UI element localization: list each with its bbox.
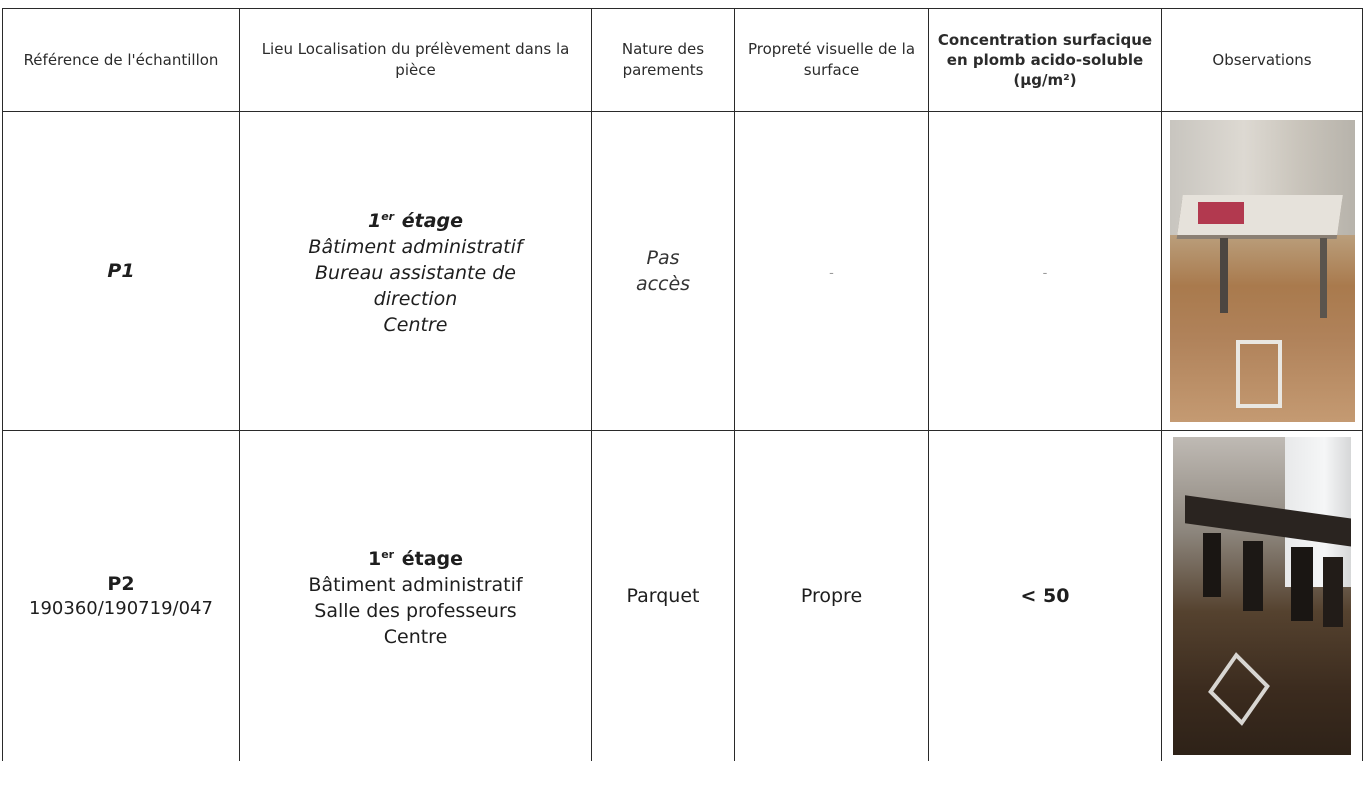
concentration-value: < 50	[1020, 585, 1070, 607]
nature-value: Parquet	[626, 585, 700, 607]
cell-location	[240, 431, 592, 762]
location-position: Centre	[383, 626, 448, 648]
sample-code: P2	[107, 572, 135, 595]
floor-word: étage	[401, 548, 464, 570]
floor-label	[368, 548, 463, 570]
sample-id: 190360/190719/047	[29, 597, 213, 619]
cell-nature	[592, 431, 735, 762]
floor-number: 1	[367, 210, 382, 232]
location-position: Centre	[383, 314, 448, 336]
cell-cleanliness	[735, 431, 929, 762]
floor-label	[368, 210, 463, 232]
header-concentration: Concentration surfacique en plomb acido-soluble (µg/m²)	[929, 9, 1162, 112]
floor-ordinal: er	[381, 548, 395, 561]
cell-observations	[1162, 431, 1363, 762]
cell-concentration	[929, 112, 1162, 431]
header-observations: Observations	[1162, 9, 1363, 112]
floor-number: 1	[367, 548, 382, 570]
header-nature: Nature des parements	[592, 9, 735, 112]
cell-nature	[592, 112, 735, 431]
concentration-value: -	[1042, 265, 1048, 281]
cell-observations	[1162, 112, 1363, 431]
nature-value: Pas accès	[635, 247, 691, 295]
table-row	[3, 431, 1363, 762]
location-building: Bâtiment administratif	[308, 574, 523, 596]
cell-reference	[3, 431, 240, 762]
location-room: Salle des professeurs	[314, 600, 517, 622]
office-desk-photo	[1170, 120, 1355, 422]
header-location: Lieu Localisation du prélèvement dans la pièce	[240, 9, 592, 112]
cleanliness-value: -	[829, 265, 834, 281]
table-header-row	[3, 9, 1363, 112]
sample-code: P1	[107, 259, 135, 282]
cell-concentration	[929, 431, 1162, 762]
floor-word: étage	[401, 210, 464, 232]
floor-ordinal: er	[381, 210, 395, 223]
cell-location	[240, 112, 592, 431]
cell-reference	[3, 112, 240, 431]
location-building: Bâtiment administratif	[308, 236, 523, 258]
table-row	[3, 112, 1363, 431]
lead-sampling-table	[2, 8, 1363, 761]
staff-room-photo	[1173, 437, 1351, 755]
header-reference: Référence de l'échantillon	[3, 9, 240, 112]
header-cleanliness: Propreté visuelle de la surface	[735, 9, 929, 112]
cell-cleanliness	[735, 112, 929, 431]
location-room: Bureau assistante de direction	[315, 262, 516, 310]
cleanliness-value: Propre	[800, 585, 863, 607]
